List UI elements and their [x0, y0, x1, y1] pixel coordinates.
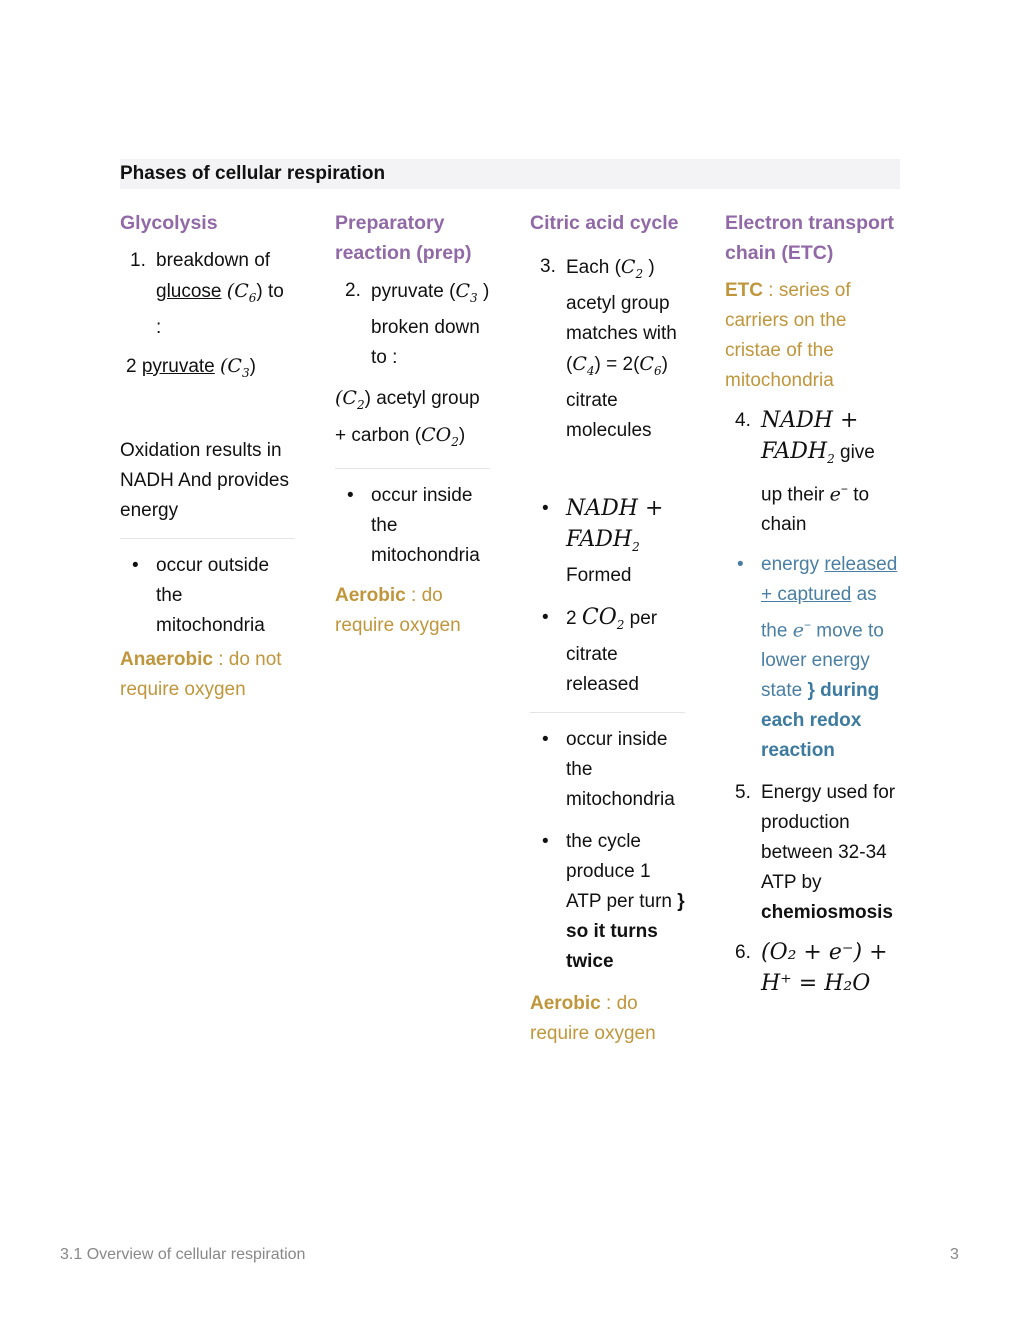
- bullet-cycle-atp: • the cycle produce 1 ATP per turn } so it turns twice: [530, 827, 685, 977]
- page-number: 3: [950, 1246, 959, 1263]
- prep-product: $(C_2)$ acetyl group + carbon $(CO_2)$: [335, 386, 480, 449]
- column-prep: [335, 208, 490, 641]
- heading-glycolysis: Glycolysis: [120, 212, 218, 234]
- pyruvate-term: pyruvate: [141, 355, 215, 377]
- step-3: 3. Each ($C_2$ ) acetyl group matches with $(C_4) = 2(C_6)$ citrate molecules: [540, 256, 677, 441]
- glucose-term: glucose: [156, 281, 222, 302]
- bullet-energy: • energy released + captured as the e− move to lower energy state } during each redox reaction: [725, 550, 900, 766]
- bullet-co2-released: • 2 $CO_2$ per citrate released: [530, 603, 685, 700]
- column-etc: [725, 208, 900, 1000]
- step-5: 5. Energy used for production between 32-34 ATP by chemiosmosis: [735, 782, 896, 924]
- type-anaerobic: Anaerobic : do not require oxygen: [120, 648, 282, 700]
- title-bar: [120, 159, 900, 189]
- bullet-nadh-formed: • NADH + $FADH_2$ Formed: [530, 494, 685, 592]
- type-aerobic: Aerobic : do require oxygen: [530, 993, 656, 1045]
- oxidation-text: Oxidation results in NADH And provides energy: [120, 439, 289, 521]
- footer-section-title: 3.1 Overview of cellular respiration: [60, 1246, 306, 1263]
- divider: [120, 538, 295, 539]
- type-aerobic: Aerobic : do require oxygen: [335, 585, 461, 637]
- bullet-location: • occur outside the mitochondria: [120, 551, 295, 641]
- divider: [530, 712, 685, 713]
- etc-definition: ETC : series of carriers on the cristae of the mitochondria: [725, 280, 851, 391]
- heading-prep: Preparatory reaction (prep): [335, 212, 472, 264]
- bullet-location: • occur inside the mitochondria: [335, 481, 490, 571]
- column-citric: [530, 208, 685, 1049]
- heading-citric: Citric acid cycle: [530, 212, 679, 234]
- step-6: 6. (O₂ + e⁻) + H⁺ = H₂O: [735, 940, 888, 997]
- bullet-location: • occur inside the mitochondria: [530, 725, 685, 815]
- step-1: 1. breakdown of glucose $(C_6)$ to :: [130, 250, 284, 338]
- heading-etc: Electron transport chain (ETC): [725, 212, 895, 264]
- step-4: 4. NADH + $FADH_2$ give up their e− to chain: [735, 408, 875, 536]
- column-glycolysis: [120, 208, 295, 705]
- divider: [335, 468, 490, 469]
- step-2: 2. pyruvate ($C_3$ ) broken down to :: [345, 280, 490, 368]
- page-title: Phases of cellular respiration: [120, 163, 386, 184]
- glycolysis-product: 2 pyruvate $(C_3)$: [126, 354, 256, 380]
